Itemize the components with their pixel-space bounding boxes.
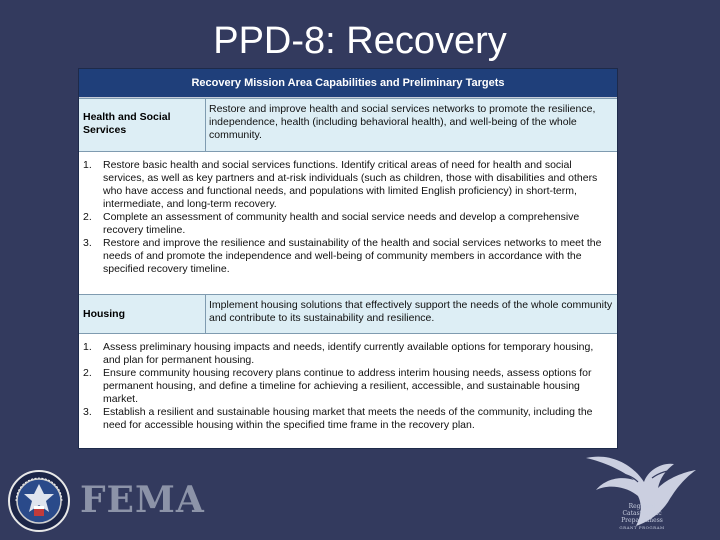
list-item: 3. Establish a resilient and sustainable housing market that meets the needs of the community, including the need for accessible housing within the specified time frame in the recovery plan. xyxy=(83,406,593,431)
capabilities-table xyxy=(78,68,618,449)
fema-wordmark: FEMA xyxy=(80,479,205,521)
table-header: Recovery Mission Area Capabilities and Preliminary Targets xyxy=(79,69,617,99)
dhs-seal-icon xyxy=(8,470,70,532)
rcp-logo-text: Regional Catastrophic Preparedness GRANT PROGRAM xyxy=(619,503,665,530)
list-item: 1. Restore basic health and social services functions. Identify critical areas of need for health and social services, as well as key partners and at-risk individuals (such as children, those with disabilities and others who have access and functional needs, and populations with limited English proficiency) in short-term, intermediate, and long-term recovery. xyxy=(83,159,598,210)
capability-name: Health and Social Services xyxy=(83,111,171,136)
capability-row-housing xyxy=(79,294,617,334)
capability-name: Housing xyxy=(83,308,125,320)
list-item: 2. Ensure community housing recovery plans continue to address interim housing needs, assess options for permanent housing, and define a timeline for achieving a resilient, accessible, and sustainable housing market. xyxy=(83,367,592,405)
list-item: 1. Assess preliminary housing impacts and needs, identify currently available options for temporary housing, and plan for permanent housing. xyxy=(83,341,594,366)
capability-description: Implement housing solutions that effectively support the needs of the whole community and contribute to its sustainability and resilience. xyxy=(205,295,617,333)
list-item: 2. Complete an assessment of community health and social service needs and develop a comprehensive recovery timeline. xyxy=(83,211,580,236)
capability-description: Restore and improve health and social services networks to promote the resilience, independence, health (including behavioral health), and well-being of the whole community. xyxy=(205,99,617,151)
capability-row-health xyxy=(79,98,617,152)
target-list-health xyxy=(79,159,617,276)
target-list-housing xyxy=(79,341,617,432)
slide-title: PPD-8: Recovery xyxy=(213,20,507,62)
list-item: 3. Restore and improve the resilience and sustainability of the health and social services networks to meet the needs of and promote the independence and well-being of community members in accordance with the specified recovery timeline. xyxy=(83,237,602,275)
